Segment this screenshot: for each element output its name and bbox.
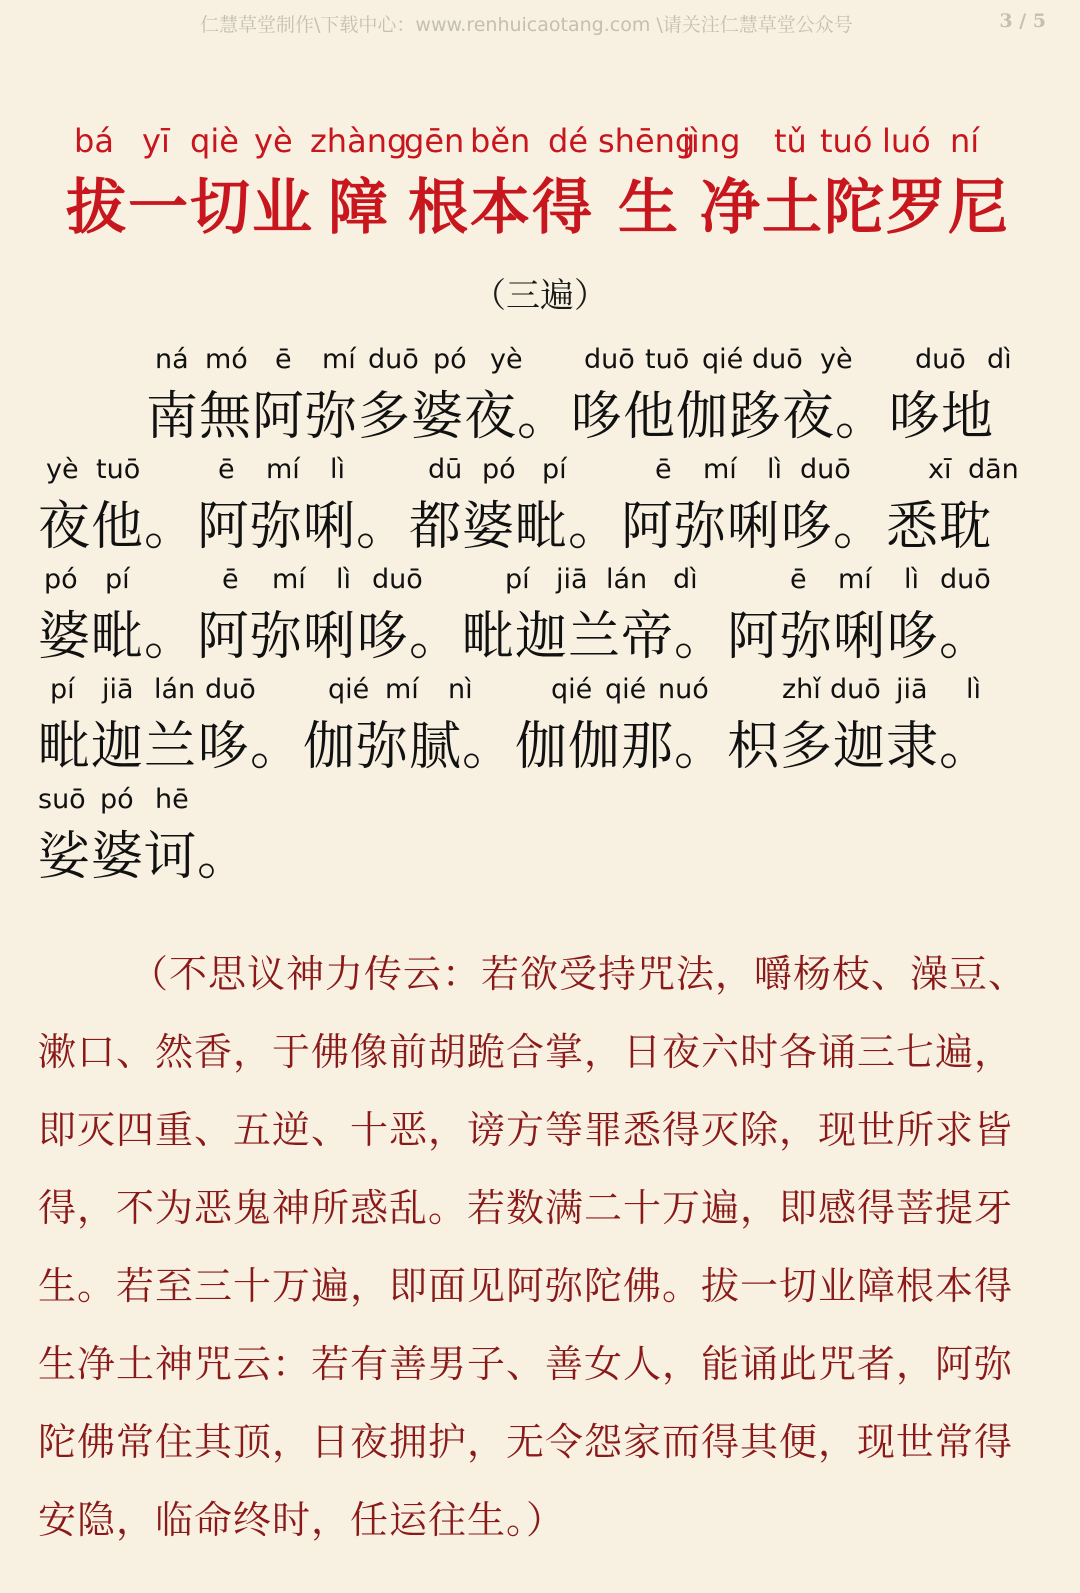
- pinyin-syllable: duō: [752, 344, 803, 375]
- title-group: 障: [328, 173, 390, 243]
- pinyin-syllable: mí: [838, 564, 872, 595]
- hanzi-line: 娑婆诃。: [38, 827, 251, 887]
- pinyin-syllable: qié: [551, 674, 593, 705]
- mantra-line: [0, 784, 1080, 887]
- pinyin-syllable: pí: [505, 564, 530, 595]
- commentary-line: （不思议神力传云：若欲受持咒法，嚼杨枝、澡豆、: [130, 952, 1028, 996]
- pinyin-syllable: jiā: [102, 674, 134, 705]
- title-pinyin-syllable: jìng: [682, 122, 741, 160]
- pinyin-syllable: mó: [205, 344, 248, 375]
- pinyin-syllable: duō: [368, 344, 419, 375]
- pinyin-syllable: zhǐ: [782, 674, 821, 705]
- title-pinyin-syllable: shēng: [598, 122, 696, 160]
- pinyin-syllable: dì: [673, 564, 698, 595]
- pinyin-syllable: xī: [928, 454, 952, 485]
- hanzi-line: 夜他。阿弥唎。都婆毗。阿弥唎哆。悉耽: [38, 497, 993, 557]
- pinyin-syllable: duō: [940, 564, 991, 595]
- pinyin-syllable: lán: [606, 564, 648, 595]
- pinyin-syllable: ē: [655, 454, 672, 485]
- pinyin-syllable: ná: [155, 344, 189, 375]
- title-pinyin-syllable: bá: [74, 122, 114, 160]
- title-pinyin-syllable: luó: [882, 122, 931, 160]
- title-pinyin-syllable: yī: [142, 122, 170, 160]
- commentary-line: 安隐，临命终时，任运往生。）: [38, 1498, 566, 1542]
- pinyin-syllable: mí: [703, 454, 737, 485]
- pinyin-syllable: lì: [904, 564, 920, 595]
- pinyin-syllable: mí: [322, 344, 356, 375]
- pinyin-syllable: duō: [915, 344, 966, 375]
- title-pinyin-syllable: dé: [548, 122, 588, 160]
- repeat-note: （三遍）: [472, 276, 608, 316]
- pinyin-syllable: duō: [205, 674, 256, 705]
- mantra-line: [0, 344, 1080, 447]
- pinyin-syllable: lì: [330, 454, 346, 485]
- commentary-line: 生。若至三十万遍，即面见阿弥陀佛。拔一切业障根本得: [38, 1264, 1014, 1308]
- pinyin-syllable: pí: [105, 564, 130, 595]
- title-pinyin-syllable: běn: [470, 122, 531, 160]
- pinyin-syllable: suō: [38, 784, 86, 815]
- pinyin-syllable: ē: [275, 344, 292, 375]
- pinyin-syllable: pó: [100, 784, 134, 815]
- page-number: 3 / 5: [999, 10, 1046, 32]
- title-pinyin-syllable: tǔ: [774, 122, 807, 160]
- mantra-line: [0, 674, 1080, 777]
- title-pinyin-syllable: yè: [254, 122, 293, 160]
- title-pinyin-syllable: tuó: [820, 122, 873, 160]
- pinyin-syllable: duō: [830, 674, 881, 705]
- mantra-line: [0, 454, 1080, 557]
- pinyin-syllable: tuō: [96, 454, 141, 485]
- mantra-line: [0, 564, 1080, 667]
- pinyin-syllable: duō: [372, 564, 423, 595]
- commentary-line: 生净土神咒云：若有善男子、善女人，能诵此咒者，阿弥: [38, 1342, 1014, 1386]
- pinyin-syllable: duō: [800, 454, 851, 485]
- pinyin-syllable: mí: [385, 674, 419, 705]
- pinyin-syllable: dì: [987, 344, 1012, 375]
- pinyin-syllable: lán: [154, 674, 196, 705]
- title-pinyin-syllable: zhàng: [310, 122, 408, 160]
- title-pinyin-syllable: gēn: [404, 122, 465, 160]
- pinyin-syllable: pó: [44, 564, 78, 595]
- pinyin-syllable: yè: [820, 344, 853, 375]
- pinyin-syllable: lì: [966, 674, 982, 705]
- commentary-line: 陀佛常住其顶，日夜拥护，无令怨家而得其便，现世常得: [38, 1420, 1014, 1464]
- pinyin-syllable: pí: [50, 674, 75, 705]
- title-group: 拔一切业: [66, 173, 314, 243]
- pinyin-syllable: lì: [767, 454, 783, 485]
- title-pinyin-syllable: qiè: [190, 122, 239, 160]
- pinyin-syllable: lì: [336, 564, 352, 595]
- pinyin-syllable: pí: [542, 454, 567, 485]
- header-text: 仁慧草堂制作\下载中心：www.renhuicaotang.com \请关注仁慧草堂公众号: [200, 14, 853, 36]
- commentary-line: 即灭四重、五逆、十恶，谤方等罪悉得灭除，现世所求皆: [38, 1108, 1014, 1152]
- pinyin-syllable: ē: [790, 564, 807, 595]
- commentary: [38, 935, 1038, 1559]
- pinyin-syllable: pó: [433, 344, 467, 375]
- pinyin-syllable: qié: [605, 674, 647, 705]
- pinyin-syllable: qié: [328, 674, 370, 705]
- pinyin-syllable: nuó: [658, 674, 709, 705]
- pinyin-syllable: mí: [272, 564, 306, 595]
- hanzi-line: 婆毗。阿弥唎哆。毗迦兰帝。阿弥唎哆。: [38, 607, 993, 667]
- pinyin-syllable: jiā: [556, 564, 588, 595]
- pinyin-syllable: ē: [222, 564, 239, 595]
- pinyin-syllable: dū: [428, 454, 463, 485]
- title-group: 根本得: [408, 173, 594, 243]
- pinyin-syllable: qié: [702, 344, 744, 375]
- hanzi-line: 毗迦兰哆。伽弥腻。伽伽那。枳多迦隶。: [38, 717, 993, 777]
- title-group: 生: [618, 173, 680, 243]
- pinyin-syllable: pó: [482, 454, 516, 485]
- pinyin-syllable: jiā: [896, 674, 928, 705]
- title-group: 净土陀罗尼: [700, 173, 1010, 243]
- commentary-line: 漱口、然香，于佛像前胡跪合掌，日夜六时各诵三七遍，: [38, 1030, 1014, 1074]
- pinyin-syllable: hē: [155, 784, 189, 815]
- pinyin-syllable: dān: [968, 454, 1019, 485]
- title-pinyin-syllable: ní: [950, 122, 980, 160]
- hanzi-line: 南無阿弥多婆夜。哆他伽跢夜。哆地: [146, 387, 995, 447]
- pinyin-syllable: duō: [584, 344, 635, 375]
- pinyin-syllable: tuō: [645, 344, 690, 375]
- pinyin-syllable: yè: [490, 344, 523, 375]
- commentary-line: 得，不为恶鬼神所惑乱。若数满二十万遍，即感得菩提牙: [38, 1186, 1014, 1230]
- pinyin-syllable: ē: [218, 454, 235, 485]
- pinyin-syllable: mí: [266, 454, 300, 485]
- pinyin-syllable: nì: [448, 674, 473, 705]
- pinyin-syllable: yè: [46, 454, 79, 485]
